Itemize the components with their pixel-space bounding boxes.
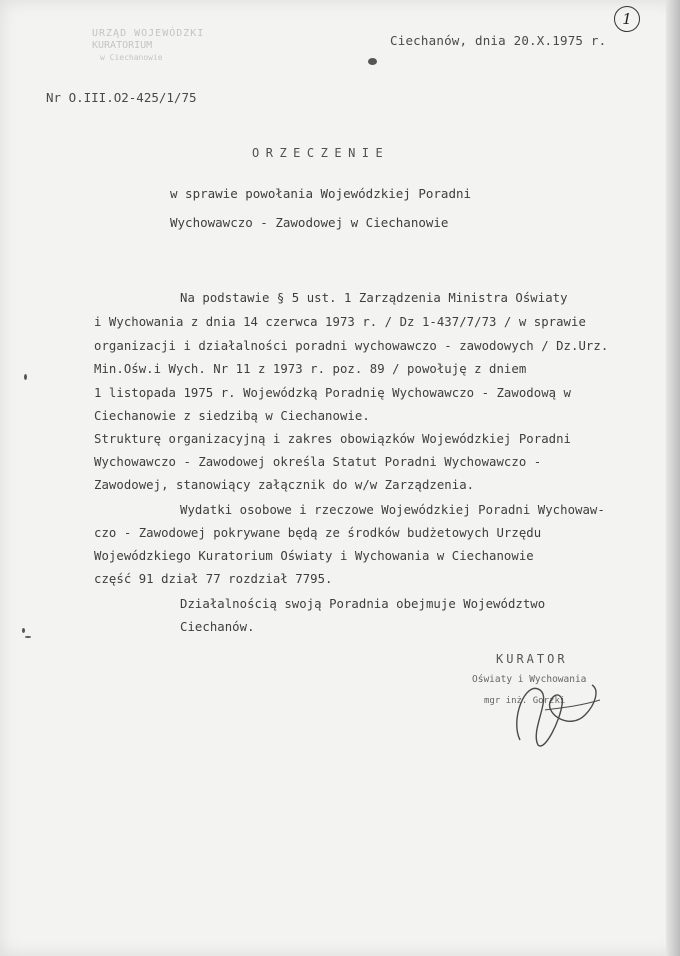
body-line: i Wychowania z dnia 14 czerwca 1973 r. / Dz 1-437/7/73 / w sprawie [94, 315, 586, 329]
body-line: Wojewódzkiego Kuratorium Oświaty i Wychowania w Ciechanowie [94, 549, 534, 563]
body-line: organizacji i działalności poradni wychowawczo - zawodowych / Dz.Urz. [94, 339, 609, 353]
ink-blot [368, 58, 377, 65]
body-line: Strukturę organizacyjną i zakres obowiązków Wojewódzkiej Poradni [94, 432, 572, 446]
body-line: Min.Ośw.i Wych. Nr 11 z 1973 r. poz. 89 / powołuję z dniem [94, 362, 527, 376]
office-stamp [92, 28, 212, 80]
body-line: Ciechanów. [180, 620, 255, 634]
body-line: część 91 dział 77 rozdział 7795. [94, 572, 333, 586]
scan-edge [666, 0, 680, 956]
stamp-line-3: w Ciechanowie [100, 53, 163, 62]
body-line: Na podstawie § 5 ust. 1 Zarządzenia Ministra Oświaty [180, 291, 568, 305]
subtitle-line-2: Wychowawczo - Zawodowej w Ciechanowie [170, 215, 449, 230]
scan-speck [24, 374, 27, 380]
body-line: czo - Zawodowej pokrywane będą ze środków budżetowych Urzędu [94, 526, 542, 540]
page-number: 1 [614, 6, 640, 32]
reference-number: Nr O.III.O2-425/1/75 [46, 90, 197, 105]
body-line: Zawodowej, stanowiący załącznik do w/w Zarządzenia. [94, 478, 475, 492]
signature-subtitle: Oświaty i Wychowania [472, 674, 587, 685]
scan-speck [22, 628, 25, 633]
stamp-line-2: KURATORIUM [92, 40, 153, 51]
stamp-line-1: URZĄD WOJEWÓDZKI [92, 28, 205, 39]
body-line: Działalnością swoją Poradnia obejmuje Województwo [180, 597, 546, 611]
subtitle-line-1: w sprawie powołania Wojewódzkiej Poradni [170, 186, 472, 201]
body-line: Wydatki osobowe i rzeczowe Wojewódzkiej Poradni Wychowaw- [180, 503, 605, 517]
signature-block [470, 652, 620, 752]
signature-name: mgr inż. Gorzki [484, 696, 566, 706]
scan-speck [25, 636, 31, 638]
document-date: Ciechanów, dnia 20.X.1975 r. [390, 33, 607, 48]
body-line: Ciechanowie z siedzibą w Ciechanowie. [94, 409, 370, 423]
handwritten-signature-icon [500, 660, 610, 750]
body-line: 1 listopada 1975 r. Wojewódzką Poradnię Wychowawczo - Zawodową w [94, 386, 572, 400]
body-line: Wychowawczo - Zawodowej określa Statut Poradni Wychowawczo - [94, 455, 542, 469]
document-title: ORZECZENIE [252, 146, 390, 160]
signature-title: KURATOR [496, 652, 568, 666]
